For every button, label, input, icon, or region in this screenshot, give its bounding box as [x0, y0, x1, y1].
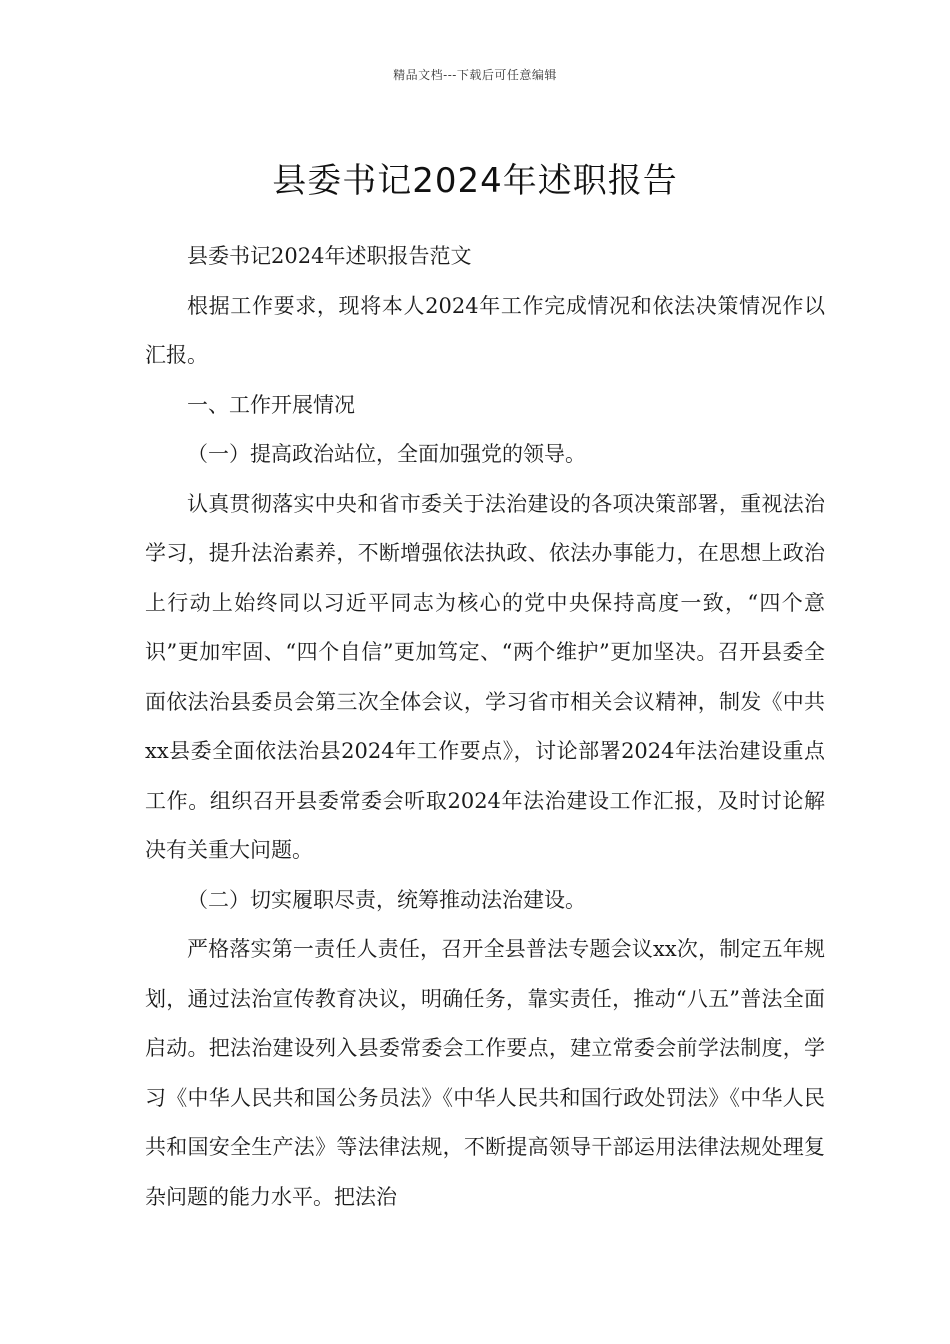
paragraph-subtitle: 县委书记2024年述职报告范文 [187, 244, 472, 268]
section-heading: 一、工作开展情况 [187, 392, 355, 417]
header-note: 精品文档---下载后可任意编辑 [393, 68, 557, 82]
paragraph-intro: 根据工作要求，现将本人2024年工作完成情况和依法决策情况作以汇报。 [145, 293, 825, 367]
document-title: 县委书记2024年述职报告 [272, 160, 678, 201]
paragraph: 认真贯彻落实中央和省市委关于法治建设的各项决策部署，重视法治学习，提升法治素养，不断增强依法执政、依法办事能力，在思想上政治上行动上始终同以习近平同志为核心的党中央保持高度一致，“四个意识”更加牢固、“四个自信”更加笃定、“两个维护”更加坚决。召开县委全面依法治县委员会第三次全体会议，学习省市相关会议精神，制发《中共xx县委全面依法治县2024年工作要点》，讨论部署2024年法治建设重点工作。组织召开县委常委会听取2024年法治建设工作汇报，及时讨论解决有关重大问题。 [145, 491, 825, 862]
subsection-heading: （二）切实履职尽责，统筹推动法治建设。 [187, 887, 586, 912]
paragraph: 严格落实第一责任人责任，召开全县普法专题会议xx次，制定五年规划，通过法治宣传教育决议，明确任务，靠实责任，推动“八五”普法全面启动。把法治建设列入县委常委会工作要点，建立常委会前学法制度，学习《中华人民共和国公务员法》《中华人民共和国行政处罚法》《中华人民共和国安全生产法》等法律法规，不断提高领导干部运用法律法规处理复杂问题的能力水平。把法治 [145, 937, 825, 1209]
document-body [145, 232, 825, 1222]
subsection-heading: （一）提高政治站位，全面加强党的领导。 [187, 442, 586, 466]
